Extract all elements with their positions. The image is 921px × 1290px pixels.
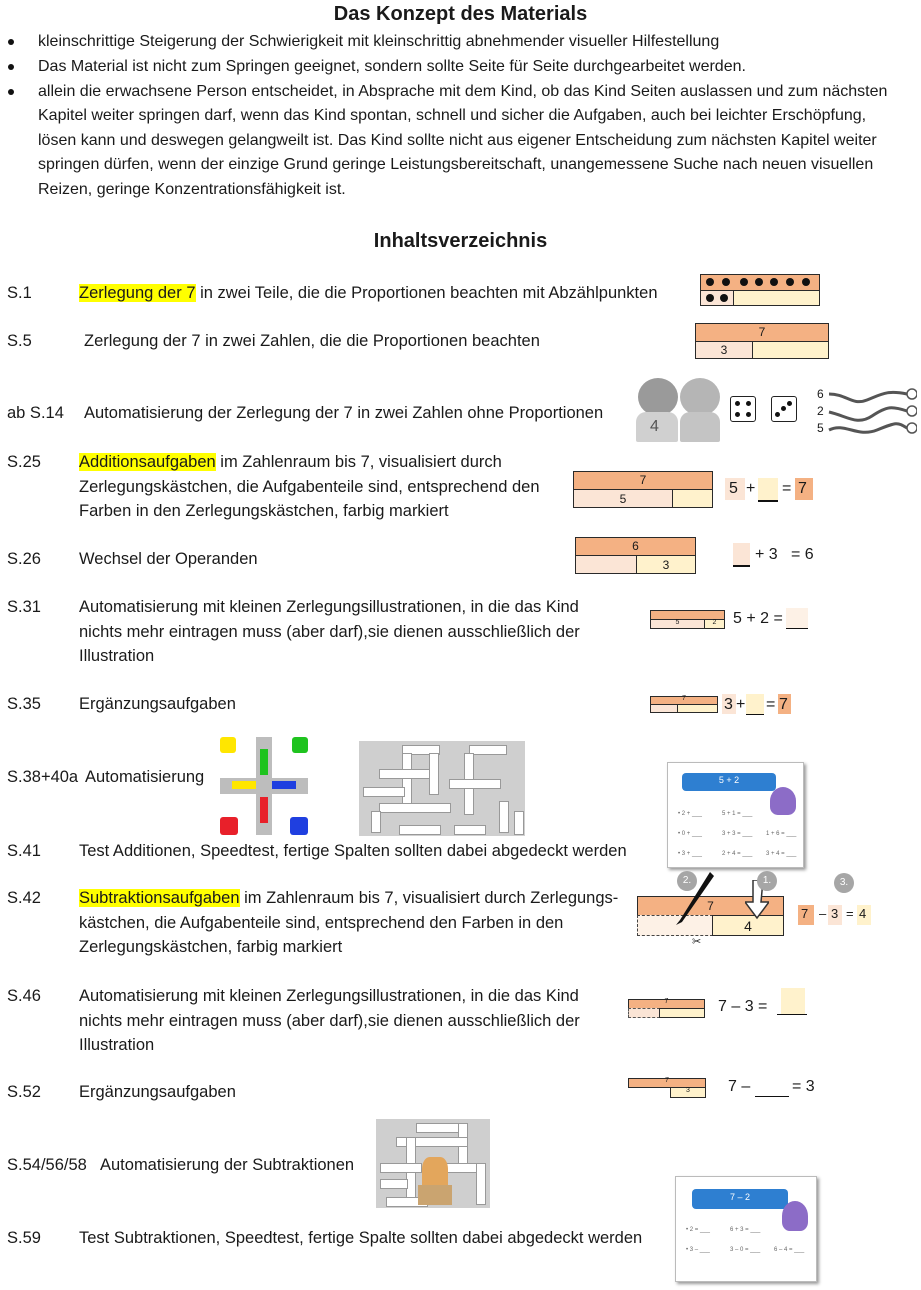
equation-text: 7 – 3 =	[718, 998, 768, 1015]
box-part-a	[650, 704, 678, 713]
toc-page-number: ab S.14	[7, 404, 64, 422]
subtraction-test-card	[675, 1176, 817, 1282]
card-equation: 5 + 2	[718, 775, 740, 785]
crossed-out-part	[628, 1008, 660, 1018]
toc-entry-description: Automatisierung	[85, 768, 205, 786]
card-row: • 2 + ___	[678, 811, 702, 817]
scissors-icon: ✂	[692, 936, 702, 948]
red-lane	[260, 797, 268, 823]
card-row: 3 – 0 = ___	[730, 1247, 761, 1253]
bullet-icon	[8, 89, 14, 95]
toc-entry-description: Automatisierung der Subtraktionen	[100, 1156, 355, 1174]
yellow-corner	[220, 737, 236, 753]
count-dot	[740, 278, 748, 286]
dot-decomposition-box	[700, 274, 820, 306]
dice-pip	[735, 401, 740, 406]
answer-blank	[746, 694, 764, 715]
equation-operator: =	[766, 696, 776, 713]
equation-operator: =	[846, 906, 854, 921]
answer-line	[777, 1014, 807, 1015]
step-badge: 1.	[757, 871, 777, 891]
toc-page-number: S.35	[7, 695, 41, 713]
count-dot	[755, 278, 763, 286]
equation-result: = 6	[791, 546, 814, 563]
entry-text: in zwei Teile, die die Proportionen beachten mit Abzählpunkten	[195, 284, 658, 302]
equation-result: 4	[859, 906, 867, 921]
answer-blank	[786, 608, 808, 629]
red-corner	[220, 817, 238, 835]
part-label: 3	[662, 558, 670, 572]
equation-operator: +	[746, 480, 756, 497]
total-label: 7	[758, 325, 766, 339]
crossword-cell	[380, 1163, 422, 1173]
toc-page-number: S.1	[7, 284, 32, 302]
number-decomposition-box	[695, 323, 829, 359]
dice-pip	[735, 412, 740, 417]
total-label: 7	[707, 899, 714, 913]
card-row: • 0 + ___	[678, 831, 702, 837]
addition-test-card	[667, 762, 804, 868]
part-label: 3	[686, 1087, 690, 1094]
step-badge: 3.	[834, 873, 854, 893]
crossword-cell	[371, 811, 381, 833]
toc-entry-description: Wechsel der Operanden	[79, 550, 258, 568]
toc-page-number: S.31	[7, 598, 41, 616]
maze-number: 2	[817, 404, 824, 418]
answer-blank	[758, 478, 778, 502]
card-row: • 2 = ___	[686, 1227, 710, 1233]
equation-start: 7 –	[728, 1078, 751, 1095]
kid-head	[638, 378, 678, 416]
part-label: 2	[712, 619, 717, 626]
crossword-cell	[399, 825, 441, 835]
crossword-cell	[380, 1179, 408, 1189]
dice-icon	[730, 396, 756, 422]
equation-number: 3	[831, 906, 839, 921]
toc-entry-description: Automatisierung der Zerlegung der 7 in zwei Zahlen ohne Proportionen	[84, 404, 604, 422]
equation-operand: + 3	[755, 546, 778, 563]
toc-entry-description: Ergänzungsaufgaben	[79, 695, 236, 713]
crossword-cell	[379, 803, 451, 813]
box-bottom-part	[733, 290, 820, 306]
green-lane	[260, 749, 268, 775]
dice-pip	[781, 406, 786, 411]
card-row: • 3 + ___	[678, 851, 702, 857]
equation-text: 5 + 2 =	[733, 610, 783, 627]
subtraction-crossword-worksheet	[376, 1119, 490, 1208]
toc-entry-description: Zerlegung der 7 in zwei Zahlen, die die Proportionen beachten	[84, 332, 540, 350]
answer-line	[755, 1096, 789, 1097]
toc-page-number: S.25	[7, 453, 41, 471]
concept-bullet-3: allein die erwachsene Person entscheidet, in Absprache mit dem Kind, ob das Kind Seiten auslassen und zum nächsten Kapitel weiter springen darf, wenn das Kind spontan, schnell und sicher die Aufgaben, auch bei leichter Erschöpfung, lösen kann und deswegen gelangweilt ist. Das Kind sollte nicht aus eigener Entscheidung zum nächsten Kapitel weiter springen dürfen, wenn der einzige Grund geringe Leistungsbereitschaft, unangemessene Suche nach neuen visuellen Reizen, geringe Konzentrationsfähigkeit ist.	[38, 83, 888, 198]
crossword-cell	[476, 1163, 486, 1205]
card-row: 1 + 6 = ___	[766, 831, 797, 837]
total-label: 7	[665, 1077, 669, 1084]
total-label: 7	[664, 998, 669, 1005]
part-label: 4	[744, 918, 752, 934]
toc-entry-description: Automatisierung mit kleinen Zerlegungsillustrationen, in die das Kind nichts mehr eintragen muss (aber darf),sie dienen ausschließlich der Illustration	[79, 987, 580, 1054]
kid-number: 4	[650, 418, 659, 435]
box-icon	[418, 1185, 452, 1205]
maze-number: 6	[817, 387, 824, 401]
equation-number: 3	[724, 696, 733, 713]
highlighted-term: Additionsaufgaben	[79, 453, 216, 471]
dice-pip	[746, 412, 751, 417]
box-part-b	[677, 704, 718, 713]
toc-page-number: S.46	[7, 987, 41, 1005]
concept-bullet-1: kleinschrittige Steigerung der Schwierigkeit mit kleinschrittig abnehmender visueller Hilfestellung	[38, 33, 720, 50]
toc-title: Inhaltsverzeichnis	[373, 230, 548, 252]
maze-number: 5	[817, 421, 824, 435]
operand-swap-box	[575, 537, 696, 574]
count-dot	[770, 278, 778, 286]
toc-page-number: S.42	[7, 889, 41, 907]
equation-operator: +	[736, 696, 746, 713]
card-row: 3 + 3 = ___	[722, 831, 753, 837]
board-game-clipart	[220, 737, 308, 835]
crossword-cell	[454, 825, 486, 835]
bullet-icon	[8, 64, 14, 70]
crossword-cell	[379, 769, 431, 779]
card-row: 5 + 1 = ___	[722, 811, 753, 817]
crossword-cell	[402, 753, 412, 805]
small-decomposition-box	[628, 999, 705, 1018]
dice-icon	[771, 396, 797, 422]
toc-entry-description	[79, 450, 564, 524]
part-label: 5	[619, 492, 627, 506]
equation-result: 7	[798, 480, 807, 497]
answer-blank	[733, 543, 750, 567]
highlighted-term: Subtraktionsaufgaben	[79, 889, 240, 907]
crossword-cell	[449, 779, 501, 789]
yellow-lane	[232, 781, 256, 789]
equation-operator: –	[819, 906, 827, 921]
crossword-cell	[363, 787, 405, 797]
concept-bullet-2: Das Material ist nicht zum Springen geeignet, sondern sollte Seite für Seite durchgearbeitet werden.	[38, 58, 746, 75]
count-dot	[722, 278, 730, 286]
toc-entry-description: Ergänzungsaufgaben	[79, 1083, 236, 1101]
entry-text: im Zahlenraum bis 7, visualisiert durch Zerlegungs-kästchen, die Aufgabenteile sind, entsprechend den Farben in den Zerlegungskästchen, farbig markiert	[79, 889, 619, 956]
dice-pip	[746, 401, 751, 406]
box-part-b	[752, 341, 829, 359]
crossword-cell	[469, 745, 507, 755]
dice-pip	[775, 412, 780, 417]
card-row: 6 – 4 = ___	[774, 1247, 805, 1253]
total-label: 6	[632, 539, 639, 553]
card-equation: 7 – 2	[729, 1192, 751, 1202]
entry-text: im Zahlenraum bis 7, visualisiert durch Zerlegungskästchen, die Aufgabenteile sind, entsprechend den Farben in den Zerlegungskästchen, farbig markiert	[79, 453, 540, 520]
toc-entry-description: Test Subtraktionen, Speedtest, fertige Spalte sollten dabei abgedeckt werden	[79, 1229, 643, 1247]
kid-body	[680, 412, 720, 442]
green-corner	[292, 737, 308, 753]
count-dot	[706, 294, 714, 302]
toc-page-number: S.41	[7, 842, 41, 860]
count-dot	[802, 278, 810, 286]
bullet-icon	[8, 39, 14, 45]
toc-page-number: S.26	[7, 550, 41, 568]
card-row: 6 + 3 = ___	[730, 1227, 761, 1233]
box-part-b	[659, 1008, 705, 1018]
crossword-cell	[499, 801, 509, 833]
toc-entry-description: Test Additionen, Speedtest, fertige Spalten sollten dabei abgedeckt werden	[79, 842, 627, 860]
addition-decomposition-box	[573, 471, 713, 508]
box-part-b	[672, 489, 713, 508]
card-row: • 3 – ___	[686, 1247, 710, 1253]
count-dot	[720, 294, 728, 302]
equation-number: 7	[801, 906, 809, 921]
crossword-cell	[514, 811, 524, 835]
crossword-worksheet	[359, 741, 525, 836]
total-label: 7	[682, 695, 686, 702]
elephant-icon	[770, 787, 796, 815]
toc-page-number: S.38+40a	[7, 768, 79, 786]
equation-operator: =	[782, 480, 792, 497]
total-label: 7	[639, 473, 647, 487]
children-clipart	[632, 378, 722, 442]
part-label: 5	[675, 619, 680, 626]
maze-clipart	[815, 386, 918, 442]
toc-entry-description	[79, 281, 658, 306]
concept-title: Das Konzept des Materials	[333, 3, 588, 25]
toc-entry-description: Automatisierung mit kleinen Zerlegungsillustrationen, in die das Kind nichts mehr eintragen muss (aber darf),sie dienen ausschließlich der Illustration	[79, 598, 580, 665]
box-part-a	[575, 555, 637, 574]
part-label: 3	[720, 343, 728, 357]
step-badge: 2.	[677, 871, 697, 891]
small-decomposition-box	[628, 1078, 706, 1098]
blue-corner	[290, 817, 308, 835]
elephant-icon	[782, 1201, 808, 1231]
count-dot	[706, 278, 714, 286]
count-dot	[786, 278, 794, 286]
crossword-cell	[429, 753, 439, 795]
card-row: 3 + 4 = ___	[766, 851, 797, 857]
card-row: 2 + 4 = ___	[722, 851, 753, 857]
toc-page-number: S.5	[7, 332, 32, 350]
small-decomposition-box	[650, 610, 725, 629]
dice-pip	[787, 401, 792, 406]
equation-number: 5	[729, 480, 738, 497]
small-decomposition-box	[650, 696, 718, 713]
toc-page-number: S.54/56/58	[7, 1156, 87, 1174]
equation-result: 7	[779, 696, 788, 713]
toc-entry-description	[79, 886, 634, 960]
kid-head	[680, 378, 720, 416]
blue-lane	[272, 781, 296, 789]
answer-square	[781, 988, 805, 1014]
maze-lines	[827, 386, 917, 442]
equation-result: = 3	[792, 1078, 815, 1095]
toc-page-number: S.59	[7, 1229, 41, 1247]
toc-page-number: S.52	[7, 1083, 41, 1101]
highlighted-term: Zerlegung der 7	[79, 284, 196, 302]
